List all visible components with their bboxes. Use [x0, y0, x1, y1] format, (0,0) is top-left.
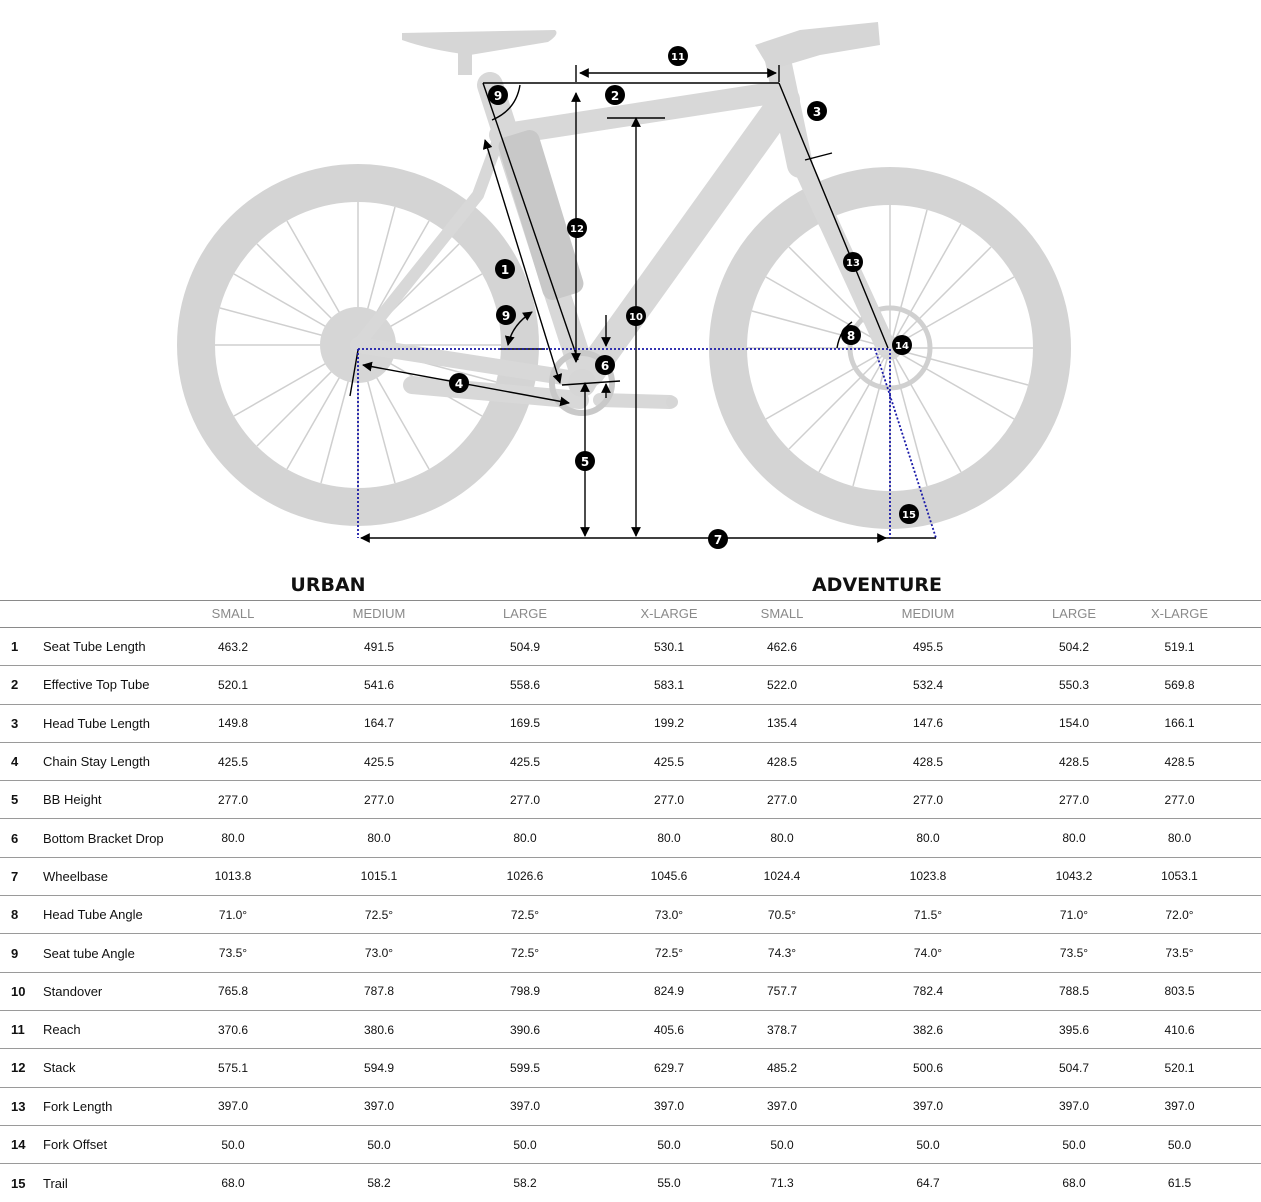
value-cell: 378.7 — [758, 1010, 806, 1048]
table-row — [0, 934, 1261, 972]
value-cell: 71.0° — [178, 896, 288, 934]
value-cell: 71.0° — [1050, 896, 1098, 934]
value-cell: 80.0 — [806, 819, 1050, 857]
value-cell: 199.2 — [580, 704, 758, 742]
marker-8 — [841, 325, 861, 345]
value-cell: 50.0 — [1098, 1125, 1261, 1163]
row-number: 10 — [0, 972, 43, 1010]
value-cell: 277.0 — [1050, 781, 1098, 819]
value-cell: 504.9 — [470, 628, 580, 666]
measurement-name: Seat tube Angle — [43, 934, 178, 972]
value-cell: 428.5 — [806, 742, 1050, 780]
marker-5 — [575, 451, 595, 471]
value-cell: 68.0 — [1062, 1176, 1086, 1191]
value-cell: 64.7 — [916, 1176, 940, 1191]
value-cell: 80.0 — [1098, 819, 1261, 857]
marker-7 — [708, 529, 728, 549]
marker-3 — [807, 101, 827, 121]
row-number: 2 — [0, 666, 43, 704]
value-cell: 425.5 — [580, 742, 758, 780]
size-header: MEDIUM — [806, 600, 1050, 628]
marker-1 — [495, 259, 515, 279]
value-cell: 532.4 — [806, 666, 1050, 704]
value-cell: 73.5° — [178, 934, 288, 972]
group-title-urban: URBAN — [290, 574, 366, 596]
value-cell: 73.5° — [1050, 934, 1098, 972]
row-number: 8 — [0, 896, 43, 934]
value-cell: 390.6 — [470, 1010, 580, 1048]
svg-text:2: 2 — [610, 89, 620, 103]
value-cell: 397.0 — [806, 1087, 1050, 1125]
value-cell: 550.3 — [1050, 666, 1098, 704]
value-cell: 462.6 — [758, 628, 806, 666]
value-cell: 495.5 — [806, 628, 1050, 666]
row-number: 12 — [0, 1049, 43, 1087]
value-cell: 1015.1 — [288, 857, 470, 895]
value-cell: 397.0 — [470, 1087, 580, 1125]
value-cell: 68.0 — [221, 1176, 245, 1191]
measurement-name: Fork Offset — [43, 1125, 178, 1163]
value-cell: 55.0 — [657, 1176, 681, 1191]
size-header: X-LARGE — [1098, 600, 1261, 628]
value-cell: 277.0 — [470, 781, 580, 819]
size-header: SMALL — [758, 600, 806, 628]
value-cell: 71.3 — [770, 1176, 794, 1191]
value-cell: 277.0 — [288, 781, 470, 819]
geometry-table — [0, 600, 1261, 1202]
measurement-name: BB Height — [43, 781, 178, 819]
svg-text:12: 12 — [570, 224, 584, 235]
value-cell: 787.8 — [288, 972, 470, 1010]
value-cell: 425.5 — [288, 742, 470, 780]
measurement-name: Head Tube Length — [43, 704, 178, 742]
value-cell: 50.0 — [806, 1125, 1050, 1163]
value-cell: 370.6 — [178, 1010, 288, 1048]
svg-text:6: 6 — [600, 359, 610, 373]
value-cell: 74.0° — [806, 934, 1050, 972]
table-row — [0, 781, 1261, 819]
marker-11 — [668, 46, 688, 66]
value-cell: 164.7 — [288, 704, 470, 742]
value-cell: 520.1 — [1098, 1049, 1261, 1087]
value-cell: 73.5° — [1098, 934, 1261, 972]
measurement-name: Fork Length — [43, 1087, 178, 1125]
value-cell: 500.6 — [806, 1049, 1050, 1087]
value-cell: 463.2 — [178, 628, 288, 666]
value-cell: 80.0 — [1050, 819, 1098, 857]
value-cell: 397.0 — [1050, 1087, 1098, 1125]
value-cell: 410.6 — [1098, 1010, 1261, 1048]
table-row — [0, 1125, 1261, 1163]
value-cell: 382.6 — [806, 1010, 1050, 1048]
value-cell: 50.0 — [580, 1125, 758, 1163]
value-cell: 80.0 — [470, 819, 580, 857]
svg-text:1: 1 — [500, 263, 510, 277]
row-number: 3 — [0, 704, 43, 742]
value-cell: 50.0 — [758, 1125, 806, 1163]
value-cell: 277.0 — [806, 781, 1050, 819]
row-number: 11 — [0, 1010, 43, 1048]
value-cell: 425.5 — [178, 742, 288, 780]
marker-2 — [605, 85, 625, 105]
size-header-row — [0, 600, 1261, 628]
measurement-name: Reach — [43, 1010, 178, 1048]
bike-geometry-diagram — [0, 0, 1261, 570]
value-cell: 522.0 — [758, 666, 806, 704]
value-cell: 169.5 — [470, 704, 580, 742]
value-cell: 58.2 — [367, 1176, 391, 1191]
marker-9-top — [488, 85, 508, 105]
svg-text:15: 15 — [902, 510, 916, 521]
value-cell: 73.0° — [288, 934, 470, 972]
svg-text:9: 9 — [493, 89, 503, 103]
measurement-name: Trail — [43, 1175, 68, 1191]
value-cell: 72.5° — [288, 896, 470, 934]
value-cell: 72.5° — [470, 934, 580, 972]
value-cell: 135.4 — [758, 704, 806, 742]
table-row — [0, 704, 1261, 742]
table-row — [0, 1164, 1261, 1202]
value-cell: 72.5° — [580, 934, 758, 972]
group-title-adventure: ADVENTURE — [811, 574, 943, 596]
table-row — [0, 896, 1261, 934]
table-row — [0, 819, 1261, 857]
svg-text:13: 13 — [846, 258, 860, 269]
value-cell: 425.5 — [470, 742, 580, 780]
size-header: X-LARGE — [580, 600, 758, 628]
marker-6 — [595, 355, 615, 375]
value-cell: 147.6 — [806, 704, 1050, 742]
value-cell: 824.9 — [580, 972, 758, 1010]
value-cell: 798.9 — [470, 972, 580, 1010]
table-row — [0, 972, 1261, 1010]
value-cell: 380.6 — [288, 1010, 470, 1048]
value-cell: 504.2 — [1050, 628, 1098, 666]
marker-12 — [567, 218, 587, 238]
value-cell: 397.0 — [178, 1087, 288, 1125]
value-cell: 71.5° — [806, 896, 1050, 934]
svg-text:4: 4 — [454, 377, 464, 391]
measurement-name: Effective Top Tube — [43, 666, 178, 704]
value-cell: 74.3° — [758, 934, 806, 972]
value-cell: 558.6 — [470, 666, 580, 704]
row-number: 9 — [0, 934, 43, 972]
value-cell: 72.5° — [470, 896, 580, 934]
value-cell: 80.0 — [288, 819, 470, 857]
value-cell: 277.0 — [758, 781, 806, 819]
measurement-name: Standover — [43, 972, 178, 1010]
row-number: 13 — [0, 1087, 43, 1125]
value-cell: 50.0 — [288, 1125, 470, 1163]
size-header: LARGE — [1050, 600, 1098, 628]
value-cell: 1024.4 — [758, 857, 806, 895]
table-row — [0, 666, 1261, 704]
row-number: 4 — [0, 742, 43, 780]
marker-9-bottom — [496, 305, 516, 325]
size-header: MEDIUM — [288, 600, 470, 628]
marker-4 — [449, 373, 469, 393]
row-number: 7 — [0, 857, 43, 895]
value-cell: 277.0 — [178, 781, 288, 819]
value-cell: 50.0 — [178, 1125, 288, 1163]
value-cell: 520.1 — [178, 666, 288, 704]
marker-10 — [626, 306, 646, 326]
value-cell: 1053.1 — [1098, 857, 1261, 895]
value-cell: 1023.8 — [806, 857, 1050, 895]
value-cell: 80.0 — [758, 819, 806, 857]
measurement-name: Head Tube Angle — [43, 896, 178, 934]
svg-text:8: 8 — [846, 329, 856, 343]
value-cell: 277.0 — [1098, 781, 1261, 819]
value-cell: 50.0 — [1050, 1125, 1098, 1163]
value-cell: 50.0 — [470, 1125, 580, 1163]
value-cell: 519.1 — [1098, 628, 1261, 666]
svg-text:3: 3 — [812, 105, 822, 119]
value-cell: 80.0 — [178, 819, 288, 857]
table-row — [0, 1049, 1261, 1087]
value-cell: 491.5 — [288, 628, 470, 666]
measurement-name: Bottom Bracket Drop — [43, 819, 178, 857]
svg-text:5: 5 — [580, 455, 590, 469]
value-cell: 428.5 — [1098, 742, 1261, 780]
table-row — [0, 1087, 1261, 1125]
value-cell: 405.6 — [580, 1010, 758, 1048]
row-number: 15 — [11, 1175, 26, 1191]
value-cell: 395.6 — [1050, 1010, 1098, 1048]
svg-text:14: 14 — [895, 341, 909, 352]
value-cell: 80.0 — [580, 819, 758, 857]
size-header: SMALL — [178, 600, 288, 628]
marker-13 — [843, 252, 863, 272]
value-cell: 1013.8 — [178, 857, 288, 895]
value-cell: 397.0 — [580, 1087, 758, 1125]
value-cell: 599.5 — [470, 1049, 580, 1087]
table-row — [0, 628, 1261, 666]
value-cell: 504.7 — [1050, 1049, 1098, 1087]
svg-text:9: 9 — [501, 309, 511, 323]
marker-14 — [892, 335, 912, 355]
value-cell: 428.5 — [1050, 742, 1098, 780]
value-cell: 428.5 — [758, 742, 806, 780]
value-cell: 277.0 — [580, 781, 758, 819]
value-cell: 397.0 — [1098, 1087, 1261, 1125]
row-number: 14 — [0, 1125, 43, 1163]
value-cell: 1045.6 — [580, 857, 758, 895]
row-number: 1 — [0, 628, 43, 666]
measurement-name: Wheelbase — [43, 857, 178, 895]
value-cell: 583.1 — [580, 666, 758, 704]
table-row — [0, 742, 1261, 780]
value-cell: 629.7 — [580, 1049, 758, 1087]
value-cell: 397.0 — [758, 1087, 806, 1125]
value-cell: 569.8 — [1098, 666, 1261, 704]
value-cell: 788.5 — [1050, 972, 1098, 1010]
svg-text:10: 10 — [629, 312, 643, 323]
size-header: LARGE — [470, 600, 580, 628]
value-cell: 154.0 — [1050, 704, 1098, 742]
measurement-name: Chain Stay Length — [43, 742, 178, 780]
row-number: 5 — [0, 781, 43, 819]
value-cell: 594.9 — [288, 1049, 470, 1087]
table-row — [0, 857, 1261, 895]
value-cell: 58.2 — [513, 1176, 537, 1191]
value-cell: 485.2 — [758, 1049, 806, 1087]
value-cell: 803.5 — [1098, 972, 1261, 1010]
value-cell: 70.5° — [758, 896, 806, 934]
measurement-name: Seat Tube Length — [43, 628, 178, 666]
value-cell: 72.0° — [1098, 896, 1261, 934]
value-cell: 166.1 — [1098, 704, 1261, 742]
value-cell: 1043.2 — [1050, 857, 1098, 895]
value-cell: 530.1 — [580, 628, 758, 666]
value-cell: 1026.6 — [470, 857, 580, 895]
svg-text:7: 7 — [713, 533, 723, 547]
table-row — [0, 1010, 1261, 1048]
value-cell: 61.5 — [1167, 1176, 1192, 1191]
svg-text:11: 11 — [671, 52, 685, 63]
value-cell: 149.8 — [178, 704, 288, 742]
value-cell: 73.0° — [580, 896, 758, 934]
measurement-name: Stack — [43, 1049, 178, 1087]
value-cell: 782.4 — [806, 972, 1050, 1010]
value-cell: 541.6 — [288, 666, 470, 704]
value-cell: 397.0 — [288, 1087, 470, 1125]
value-cell: 757.7 — [758, 972, 806, 1010]
row-number: 6 — [0, 819, 43, 857]
value-cell: 765.8 — [178, 972, 288, 1010]
value-cell: 575.1 — [178, 1049, 288, 1087]
marker-15 — [899, 504, 919, 524]
